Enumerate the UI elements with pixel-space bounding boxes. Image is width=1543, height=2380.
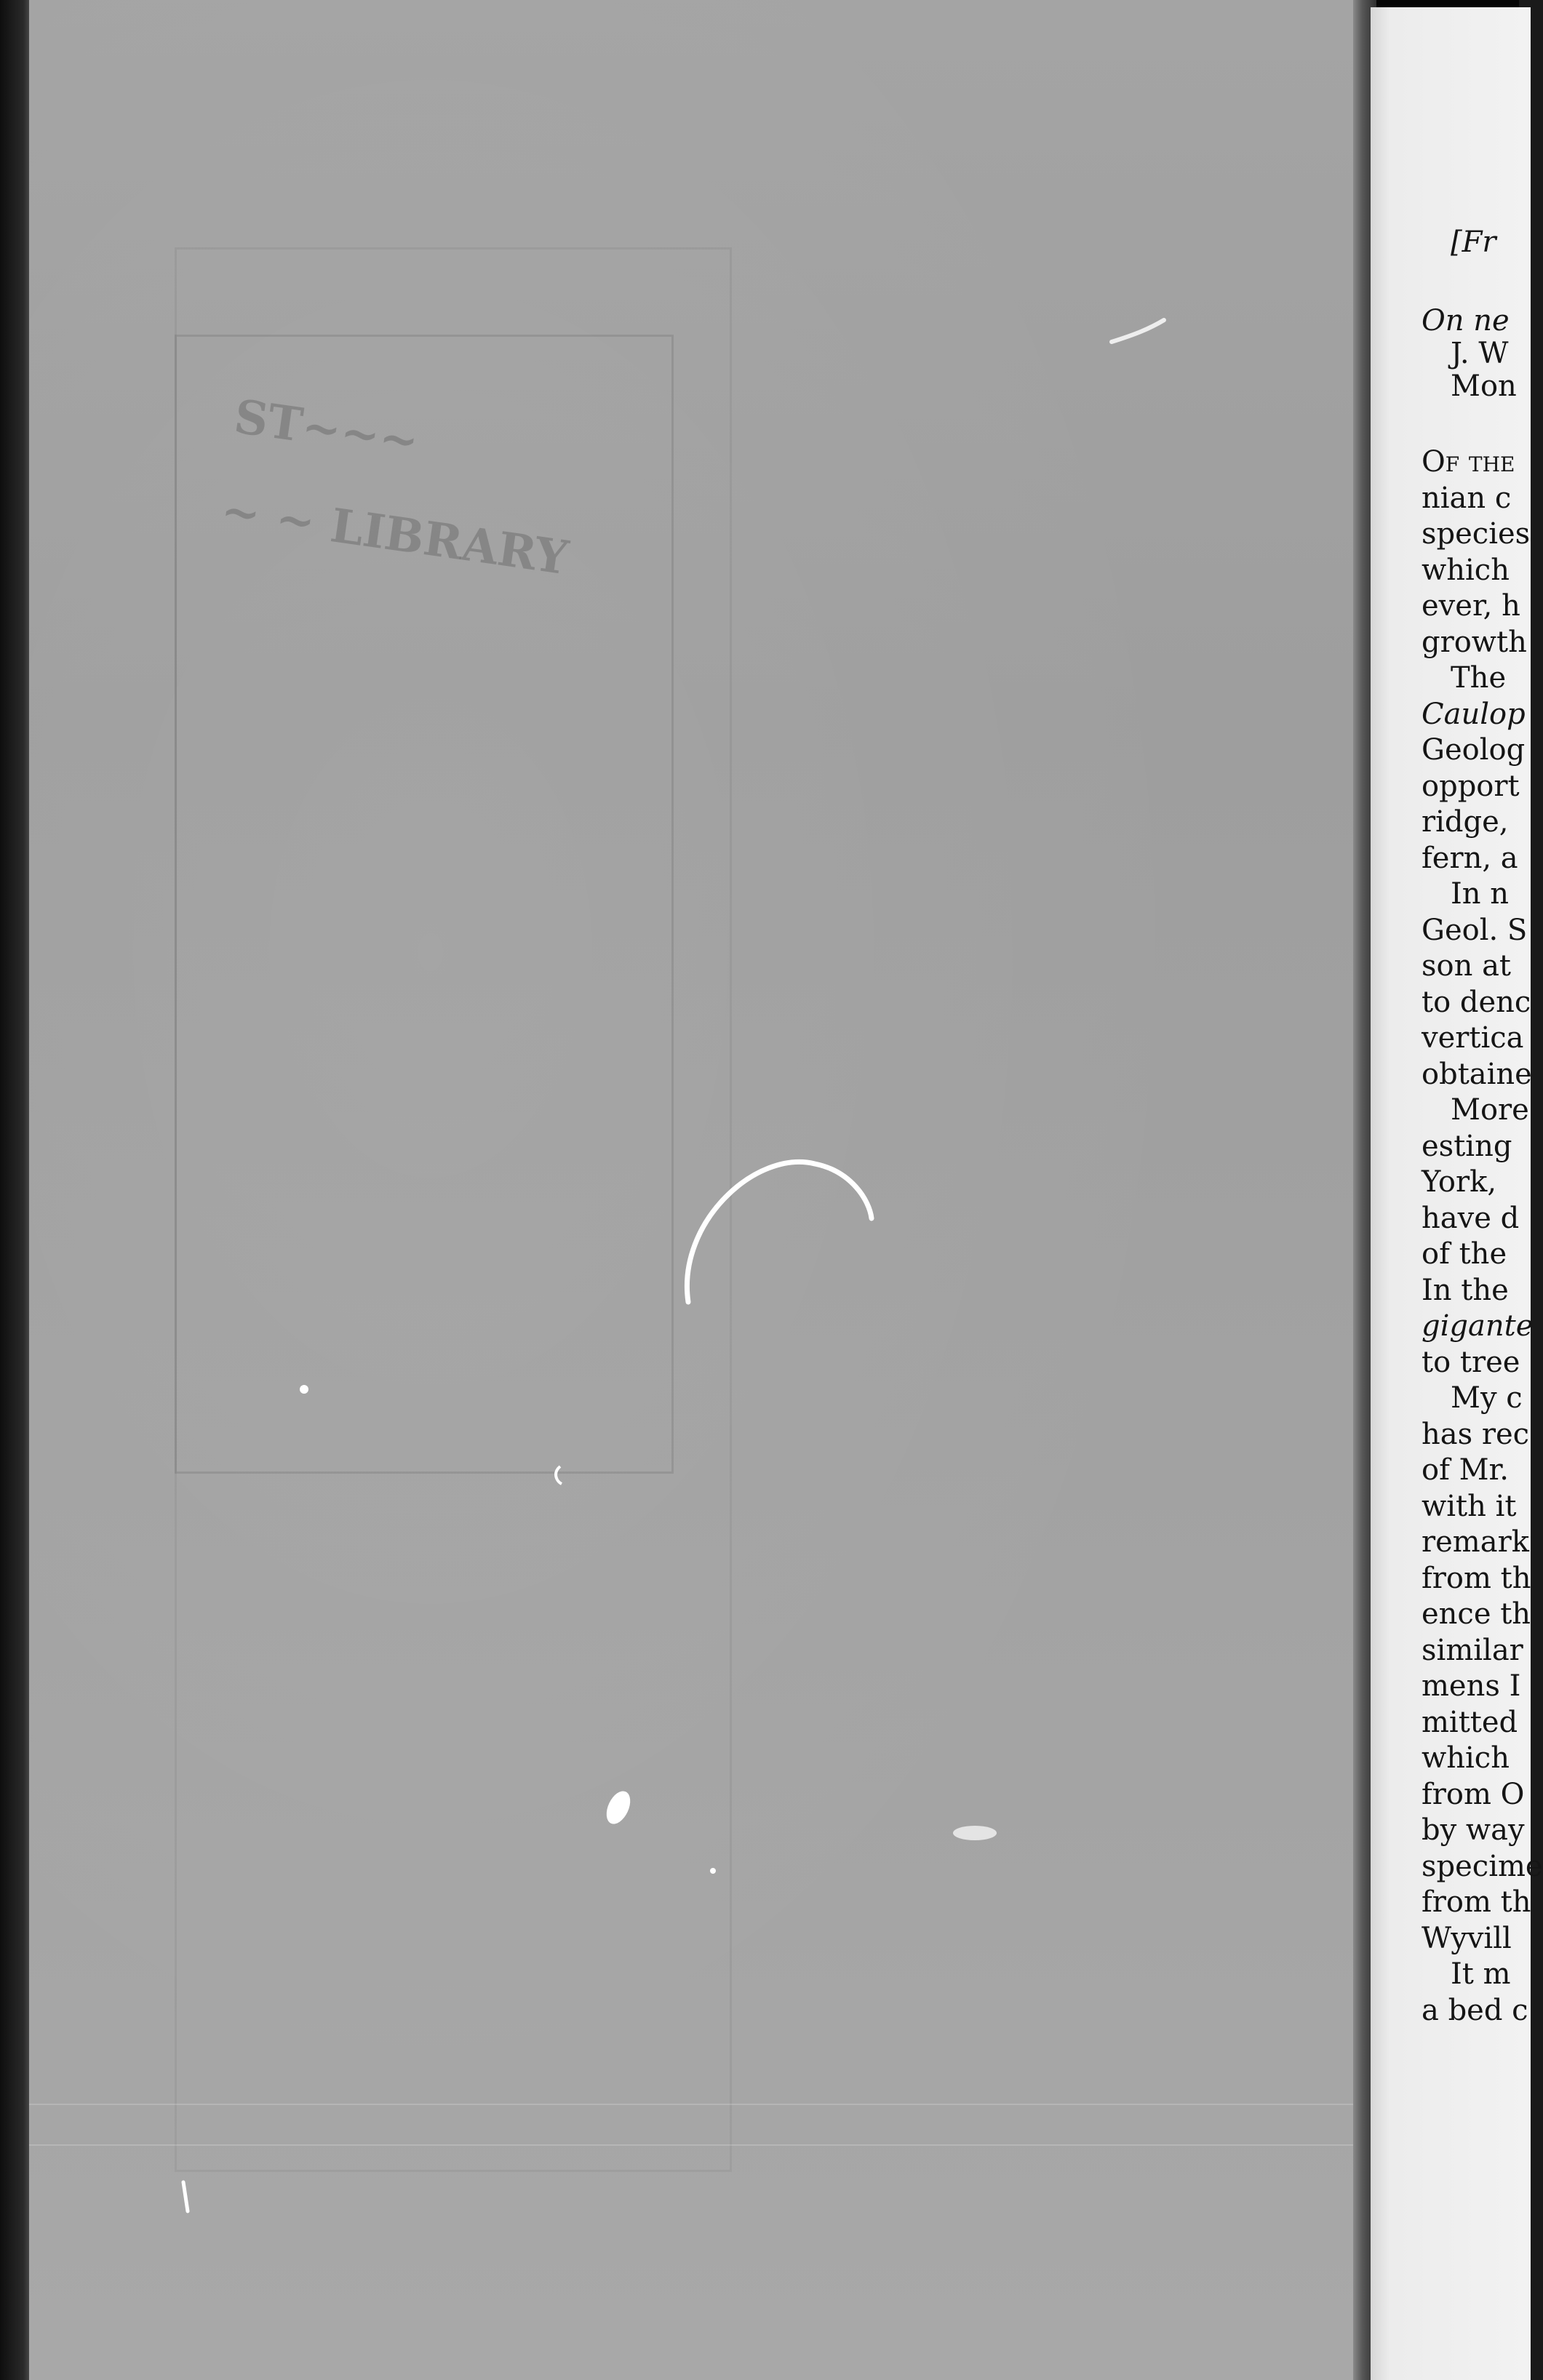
text-line: Caulop xyxy=(1422,697,1526,731)
text-line: of Mr. xyxy=(1422,1453,1509,1487)
text-line: ever, h xyxy=(1422,589,1520,623)
text-line: fern, a xyxy=(1422,841,1518,875)
white-fleck-artifact xyxy=(556,1466,562,1484)
text-line: In the xyxy=(1422,1273,1509,1307)
text-line: remark xyxy=(1422,1525,1529,1559)
text-line: to denc xyxy=(1422,985,1531,1019)
bleed-through-library-stamp: ST~~~ ~ ~ LIBRARY xyxy=(218,389,572,586)
text-line: York, xyxy=(1422,1165,1497,1199)
white-fleck-artifact xyxy=(953,1826,997,1840)
text-line: specime xyxy=(1422,1849,1543,1883)
text-line: have d xyxy=(1422,1201,1520,1235)
text-line: Geol. S xyxy=(1422,913,1528,947)
text-line: More xyxy=(1451,1093,1529,1127)
text-line: a bed c xyxy=(1422,1993,1528,2027)
text-line: The xyxy=(1451,661,1507,695)
white-spot-artifact xyxy=(602,1787,635,1827)
text-line: esting xyxy=(1422,1129,1512,1163)
text-line: species xyxy=(1422,517,1531,551)
text-line: On ne xyxy=(1422,304,1510,338)
text-line: obtaine xyxy=(1422,1057,1532,1091)
white-hair-artifact xyxy=(687,1162,872,1302)
white-scratch-artifact xyxy=(1112,320,1164,342)
text-line: Mon xyxy=(1451,370,1517,403)
text-line: to tree xyxy=(1422,1345,1520,1379)
text-line: similar xyxy=(1422,1633,1523,1667)
text-line: with it xyxy=(1422,1489,1517,1523)
text-line: which xyxy=(1422,553,1510,587)
text-line: mitted xyxy=(1422,1705,1518,1739)
text-line: My c xyxy=(1451,1381,1523,1415)
text-line: of the xyxy=(1422,1237,1507,1271)
text-line: son at xyxy=(1422,949,1512,983)
text-line: Of the xyxy=(1422,445,1515,479)
white-dot-artifact xyxy=(300,1385,308,1394)
text-line: growth xyxy=(1422,625,1527,659)
text-line: opport xyxy=(1422,769,1520,803)
text-line: Geolog xyxy=(1422,733,1526,767)
white-dot-artifact xyxy=(710,1868,716,1874)
text-line: from th xyxy=(1422,1561,1531,1595)
bracketed-header: [Fr xyxy=(1451,225,1496,259)
text-line: mens I xyxy=(1422,1669,1521,1703)
text-line: Wyvill xyxy=(1422,1921,1512,1955)
text-line: from O xyxy=(1422,1777,1525,1811)
text-line: which xyxy=(1422,1741,1510,1775)
text-line: gigante xyxy=(1422,1309,1534,1343)
white-scratch-artifact xyxy=(183,2182,188,2211)
text-line: has rec xyxy=(1422,1417,1530,1451)
text-line: In n xyxy=(1451,877,1510,911)
text-line: ridge, xyxy=(1422,805,1509,839)
text-line: It m xyxy=(1451,1957,1511,1991)
text-line: by way xyxy=(1422,1813,1525,1847)
text-line: vertica xyxy=(1422,1021,1524,1055)
text-line: from th xyxy=(1422,1885,1531,1919)
text-line: J. W xyxy=(1451,337,1509,370)
text-line: nian c xyxy=(1422,481,1512,515)
text-line: ence th xyxy=(1422,1597,1531,1631)
